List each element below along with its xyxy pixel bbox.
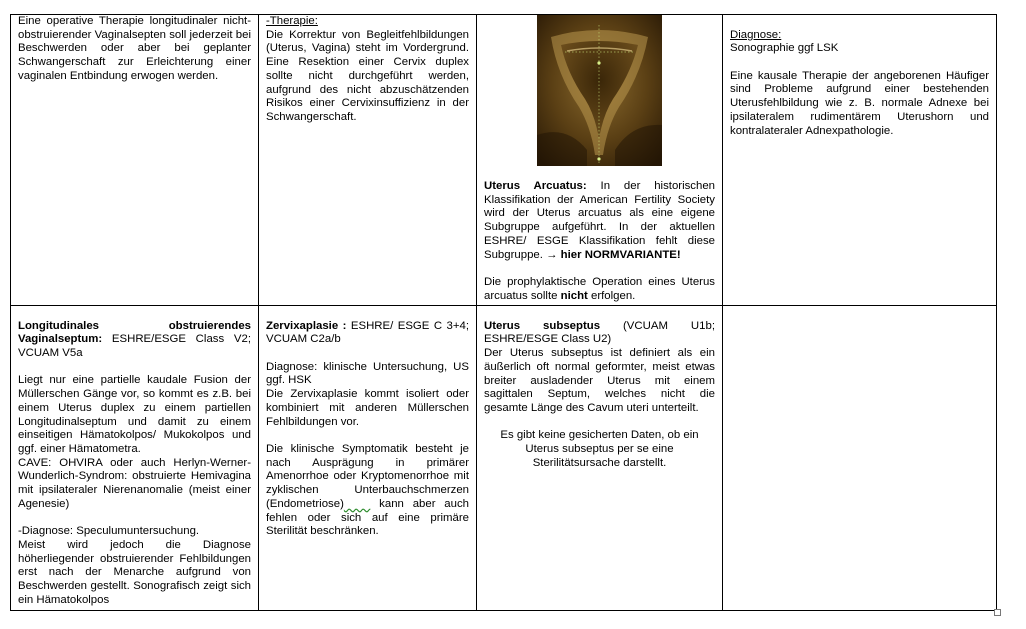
zervixaplasie-title-line: Zervixaplasie : ESHRE/ ESGE C 3+4; VCUAM C2a/b bbox=[266, 319, 469, 346]
cell-r1-c4 bbox=[723, 15, 997, 306]
cell-r2-c2 bbox=[259, 306, 477, 611]
uterus-arcuatus-ultrasound-image bbox=[537, 15, 662, 166]
prophylactic-operation-text: Die prophylaktische Operation eines Uterus arcuatus sollte nicht erfolgen. bbox=[484, 275, 715, 302]
normvariante-highlight: hier NORMVARIANTE! bbox=[560, 248, 681, 261]
therapy-heading: -Therapie: bbox=[266, 15, 318, 27]
uterus-subseptus-text-1: Der Uterus subseptus ist definiert als ein äußerlich oft normal geformter, meist etwas breiter ausladender Uterus mit einem sagittalen Septum, welches nicht die gesamte Länge des Cavum uteri unterteilt. bbox=[484, 347, 715, 414]
uterus-arcuatus-title: Uterus Arcuatus: bbox=[484, 180, 587, 192]
table-row-1 bbox=[11, 15, 997, 306]
therapy-text: Die Korrektur von Begleitfehlbildungen (Uterus, Vagina) steht im Vordergrund. Eine Resektion einer Cervix duplex sollte nicht durchgeführt werden, aufgrund des nicht abzuschätzenden Risikos einer Cervixinsuffizienz in der Schwangerschaft. bbox=[266, 28, 469, 123]
cell-r2-c4 bbox=[723, 306, 997, 611]
arrow-right-icon: → bbox=[546, 248, 558, 261]
cell-r1-c2 bbox=[259, 15, 477, 306]
causal-therapy-text: Eine kausale Therapie der angeborenen Häufiger sind Probleme aufgrund einer bestehenden Uterusfehlbildung wie z. B. normale Adnexe bei ipsilateralem rudimentärem Uterushorn und kontralateraler Adnexpathologie. bbox=[730, 69, 989, 137]
content-table bbox=[10, 14, 997, 611]
uterus-subseptus-text-2: Es gibt keine gesicherten Daten, ob ein Uterus subseptus per se eine Sterilitätsursache darstellt. bbox=[500, 429, 699, 469]
cell-r1-c3 bbox=[477, 15, 723, 306]
uterus-subseptus-title-line: Uterus subseptus (VCUAM U1b; ESHRE/ESGE Class U2) bbox=[484, 319, 715, 346]
vaginal-septum-title: Longitudinales obstruierendes Vaginalseptum: bbox=[18, 319, 251, 346]
zervixaplasie-symptoms: Die klinische Symptomatik besteht je nach Ausprägung in primärer Amenorrhoe oder Kryptomenorrhoe mit zyklischen Unterbauchschmerzen (Endometriose) kann aber auch fehlen oder sich auf eine primäre Sterilität beschränken. bbox=[266, 442, 470, 538]
diagnose-heading: Diagnose: bbox=[730, 28, 782, 41]
cell-r2-c3 bbox=[477, 306, 723, 611]
cell-r1-c1 bbox=[11, 15, 259, 306]
uterus-arcuatus-paragraph bbox=[484, 180, 715, 262]
zervixaplasie-title: Zervixaplasie : bbox=[266, 319, 347, 332]
vaginal-septum-cave-text: CAVE: OHVIRA oder auch Herlyn-Werner-Wunderlich-Syndrom: obstruierte Hemivagina mit ipsilateraler Nierenanomalie (meist einer Agenesie) bbox=[18, 456, 251, 510]
nicht-emphasis: nicht bbox=[560, 289, 588, 302]
zervixaplasie-text-2: Die Zervixaplasie kommt isoliert oder kombiniert mit anderen Müllerschen Fehlbildungen vor. bbox=[266, 388, 469, 428]
vaginal-septum-title-line: Longitudinales obstruierendes Vaginalseptum: ESHRE/ESGE Class V2; VCUAM V5a bbox=[18, 319, 251, 360]
uterus-arcuatus-text: In der historischen Klassifikation der American Fertility Society wird der Uterus arcuatus als eine eigene Subgruppe aufgeführt. In der aktuellen ESHRE/ ESGE Klassifikation fehlt diese Subgruppe. bbox=[484, 180, 715, 261]
diagnose-line: Sonographie ggf LSK bbox=[730, 42, 839, 55]
vaginal-septum-text-4: Meist wird jedoch die Diagnose höherliegender obstruierender Fehlbildungen erst nach der Menarche aufgrund von Beschwerden gestellt. Sonografisch zeigt sich ein Hämatokolpos bbox=[18, 538, 251, 606]
spellcheck-mark bbox=[344, 498, 370, 510]
uterus-subseptus-title: Uterus subseptus bbox=[484, 319, 601, 332]
vaginal-septum-text-1: Liegt nur eine partielle kaudale Fusion der Müllerschen Gänge vor, so kommt es z.B. bei einem Uterus duplex zu einem partiellen Longitudinalseptum und damit zu einem einseitigen Hämatokolpos/ Mukokolpos und ggf. einer Hämatometra. bbox=[18, 374, 251, 455]
cell-end-marker bbox=[994, 609, 1001, 616]
vaginal-septum-diagnose: -Diagnose: Speculumuntersuchung. bbox=[18, 525, 200, 538]
table-row-2 bbox=[11, 306, 997, 611]
zervixaplasie-diagnose: Diagnose: klinische Untersuchung, US ggf. HSK bbox=[266, 360, 469, 387]
cell-r2-c1 bbox=[11, 306, 259, 611]
therapy-vaginal-septum-text: Eine operative Therapie longitudinaler nicht-obstruierender Vaginalsepten soll jederzeit bei Beschwerden oder aber bei geplanter Schwangerschaft zur Erleichterung einer vaginalen Entbindung erwogen werden. bbox=[18, 15, 251, 82]
